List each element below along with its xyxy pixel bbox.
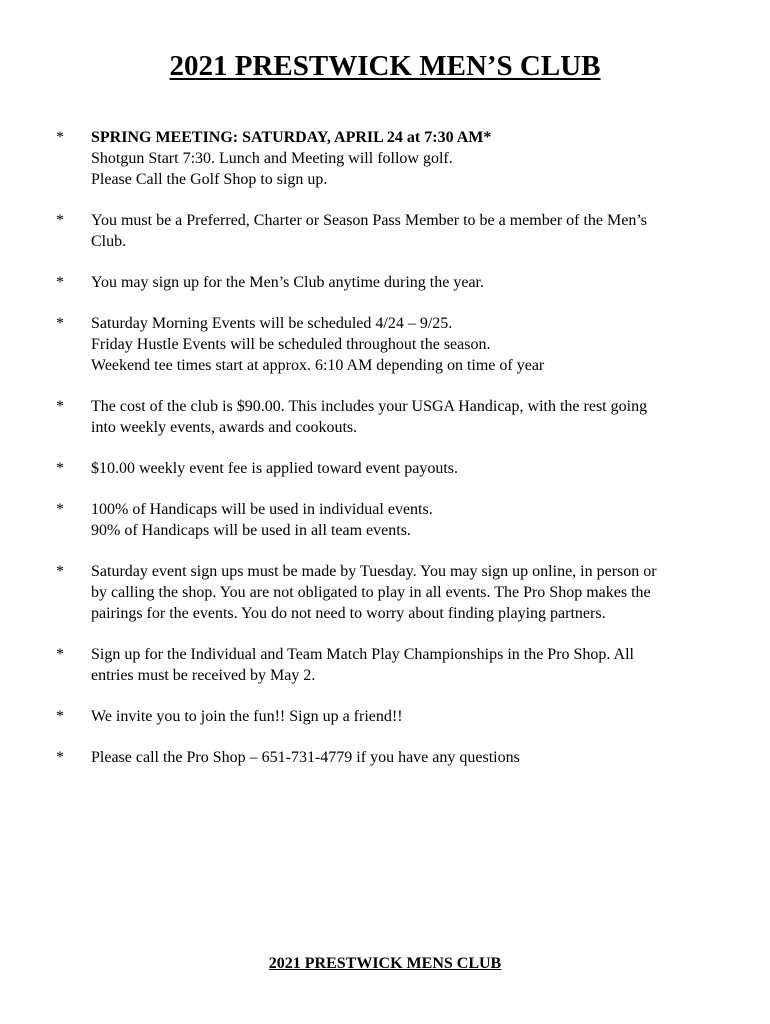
bullet-asterisk: * (56, 708, 64, 725)
item-line: Saturday Morning Events will be scheduled 4/24 – 9/25. (91, 315, 453, 332)
item-line: You may sign up for the Men’s Club anytime during the year. (91, 274, 484, 291)
item-line: Saturday event sign ups must be made by Tuesday. You may sign up online, in person or (91, 563, 657, 580)
list-item (56, 458, 736, 479)
list-item (56, 644, 736, 686)
item-line: 90% of Handicaps will be used in all team events. (91, 522, 411, 539)
item-line: Club. (91, 233, 127, 250)
list-item (56, 747, 736, 768)
item-line: 100% of Handicaps will be used in individual events. (91, 501, 433, 518)
list-item (56, 313, 736, 376)
list-item (56, 499, 736, 541)
bullet-asterisk: * (56, 274, 64, 291)
bullet-asterisk: * (56, 749, 64, 766)
item-line: Weekend tee times start at approx. 6:10 AM depending on time of year (91, 357, 545, 374)
item-line: SPRING MEETING: SATURDAY, APRIL 24 at 7:30 AM* (91, 129, 492, 146)
item-line: pairings for the events. You do not need to worry about finding playing partners. (91, 605, 606, 622)
bullet-asterisk: * (56, 646, 64, 663)
list-item (56, 396, 736, 438)
bullet-asterisk: * (56, 501, 64, 518)
item-line: Please Call the Golf Shop to sign up. (91, 171, 328, 188)
item-line: Please call the Pro Shop – 651-731-4779 if you have any questions (91, 749, 520, 766)
list-item (56, 210, 736, 252)
item-line: You must be a Preferred, Charter or Season Pass Member to be a member of the Men’s (91, 212, 648, 229)
item-line: We invite you to join the fun!! Sign up a friend!! (91, 708, 403, 725)
item-line: into weekly events, awards and cookouts. (91, 419, 358, 436)
item-line: $10.00 weekly event fee is applied toward event payouts. (91, 460, 458, 477)
announcement-list (56, 127, 736, 788)
bullet-asterisk: * (56, 129, 64, 146)
item-line: Shotgun Start 7:30. Lunch and Meeting will follow golf. (91, 150, 453, 167)
item-line: Sign up for the Individual and Team Match Play Championships in the Pro Shop. All (91, 646, 634, 663)
bullet-asterisk: * (56, 563, 64, 580)
list-item (56, 272, 736, 293)
bullet-asterisk: * (56, 460, 64, 477)
item-line: Friday Hustle Events will be scheduled throughout the season. (91, 336, 491, 353)
item-line: The cost of the club is $90.00. This includes your USGA Handicap, with the rest going (91, 398, 648, 415)
page-title: 2021 PRESTWICK MEN’S CLUB (169, 50, 601, 82)
bullet-asterisk: * (56, 212, 64, 229)
list-item (56, 706, 736, 727)
list-item (56, 561, 736, 624)
item-line: entries must be received by May 2. (91, 667, 316, 684)
bullet-asterisk: * (56, 315, 64, 332)
bullet-asterisk: * (56, 398, 64, 415)
item-line: by calling the shop. You are not obligated to play in all events. The Pro Shop makes the (91, 584, 651, 601)
list-item (56, 127, 736, 190)
page-footer: 2021 PRESTWICK MENS CLUB (268, 955, 502, 972)
